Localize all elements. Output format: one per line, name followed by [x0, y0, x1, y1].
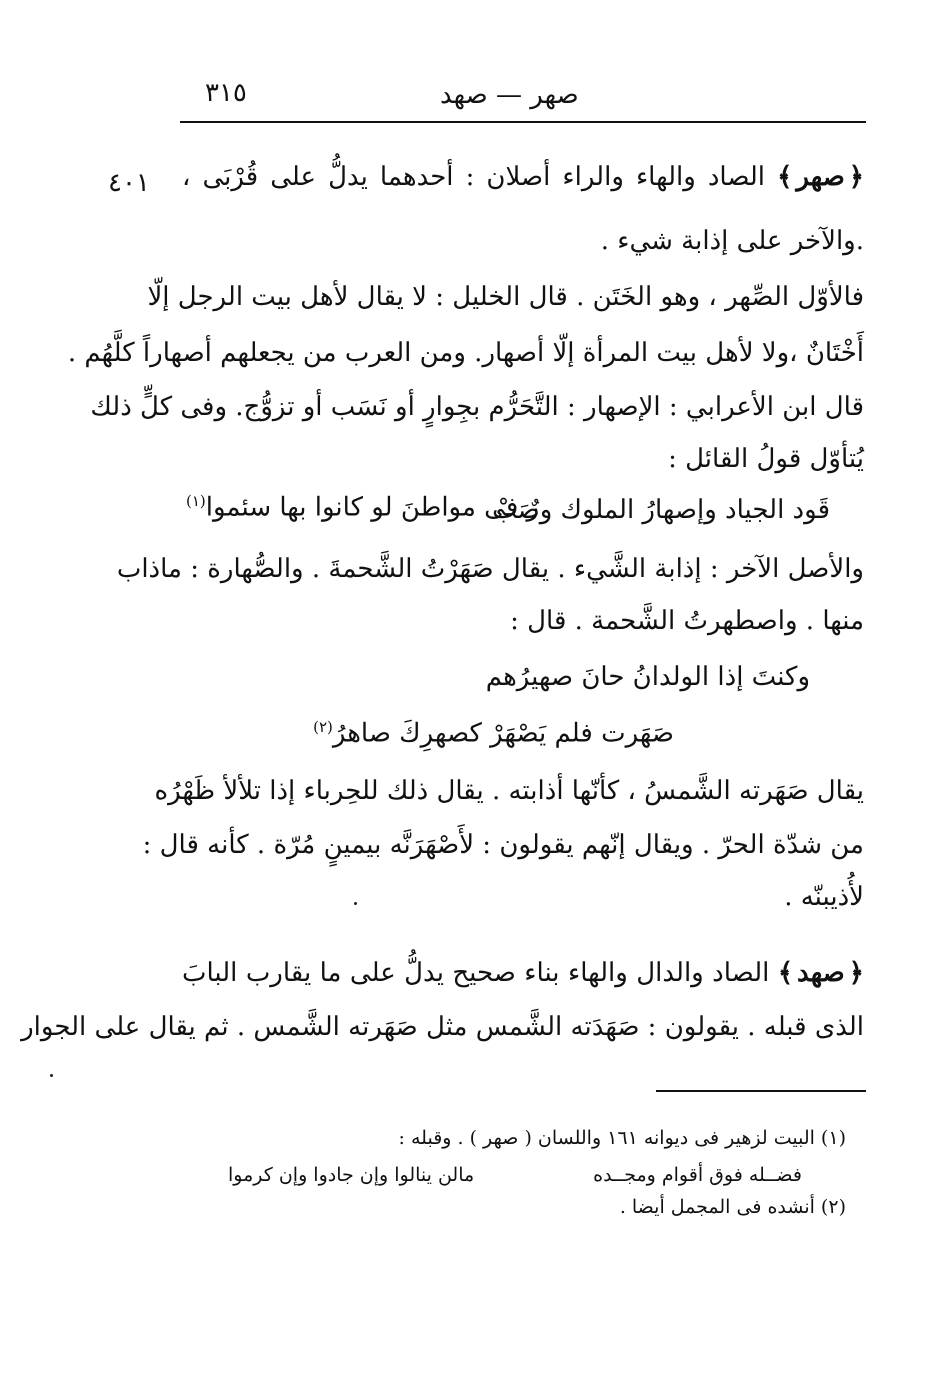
page-number: ٣١٥: [205, 78, 247, 108]
headword-sahd: صهد: [797, 958, 845, 988]
footnote-1-verse-second: مالن ينالوا وإن جادوا وإن كرموا: [228, 1164, 475, 1186]
headword-sahr: صهر: [796, 162, 845, 192]
footnote-rule: [656, 1090, 866, 1092]
footnote-ref-2: (٢): [313, 718, 333, 736]
entry1-line-4: أَخْتَانٌ ،ولا لأهل بيت المرأة إلّا أصهار. ومن العرب من يجعلهم أصهاراً كلَّهُم .: [67, 338, 864, 368]
footnote-ref-1: (١): [186, 492, 206, 510]
side-number: ٤٠١: [108, 168, 150, 198]
entry1-line-3: فالأوّل الصِّهر ، وهو الخَتَن . قال الخليل : لا يقال لأهل بيت الرجل إلّا: [147, 282, 864, 312]
headword-ornament-close-2: ﴾: [777, 958, 794, 988]
entry1-line-1: [182, 162, 864, 192]
headword-ornament-open-2: ﴿: [848, 958, 864, 988]
entry1-line-10: من شدّة الحرّ . ويقال إنّهم يقولون : لأَصْهَرَنَّه بيمينٍ مُرّة . كأنه قال :: [142, 830, 864, 860]
entry1-line-7: والأصل الآخر : إذابة الشَّيء . يقال صَهَرْتُ الشَّحمةَ . والصُّهارة : ماذاب: [116, 554, 864, 584]
entry1-line-9: يقال صَهَرته الشَّمسُ ، كأنّها أذابته . يقال ذلك للحِرباء إذا تلألأ ظَهْرُه: [154, 776, 864, 806]
entry1-line-1-text: الصاد والهاء والراء أصلان : أحدهما يدلُّ على قُرْبَى ،: [182, 162, 766, 192]
entry1-line-2: .والآخر على إذابة شيء .: [600, 226, 864, 256]
footnote-2: (٢) أنشده فى المجمل أيضا .: [619, 1196, 846, 1218]
running-title: صهر — صهد: [440, 80, 579, 110]
entry2-line-1-text: الصاد والدال والهاء بناء صحيح يدلُّ على ما يقارب البابَ: [182, 958, 770, 988]
entry1-line-8: منها . واصطهرتُ الشَّحمة . قال :: [510, 606, 864, 636]
verse2-first-hemistich: وكنتَ إذا الولدانُ حانَ صهيرُهم: [485, 662, 810, 692]
print-speck: [50, 1074, 53, 1077]
verse1-second-hemistich: [186, 492, 539, 523]
verse1-first-hemistich: قَود الجياد وإصهارُ الملوك وصَبْ: [492, 495, 830, 525]
footnote-1: (١) البيت لزهير فى ديوانه ١٦١ واللسان ( صهر ) . وقبله :: [398, 1127, 846, 1149]
entry1-line-5: قال ابن الأعرابي : الإصهار : التَّحَرُّم بجِوارٍ أو نَسَب أو تزوُّج. وفى كلٍّ ذلك: [90, 392, 864, 422]
headword-ornament-open: ﴿: [848, 162, 865, 192]
entry2-line-1: [182, 958, 864, 988]
print-speck: [354, 902, 357, 905]
headword-ornament-close: ﴾: [777, 162, 793, 192]
footnote-1-verse-first: فضــله فوق أقوام ومجــده: [593, 1164, 802, 1186]
verse2-second-text: صَهَرت فلم يَصْهَرْ كصهرِكَ صاهرُ: [332, 718, 674, 749]
entry1-line-11: لأُذيبنّه .: [784, 882, 864, 912]
entry1-line-6: يُتأوّل قولُ القائل :: [668, 444, 864, 474]
header-rule: [180, 121, 866, 123]
verse2-second-hemistich: [313, 718, 674, 749]
verse1-second-text: رٌ فى مواطنَ لو كانوا بها سئموا: [205, 492, 540, 523]
entry2-line-2: الذى قبله . يقولون : صَهَدَته الشَّمس مثل صَهَرته الشَّمس . ثم يقال على الجوار: [21, 1012, 864, 1042]
